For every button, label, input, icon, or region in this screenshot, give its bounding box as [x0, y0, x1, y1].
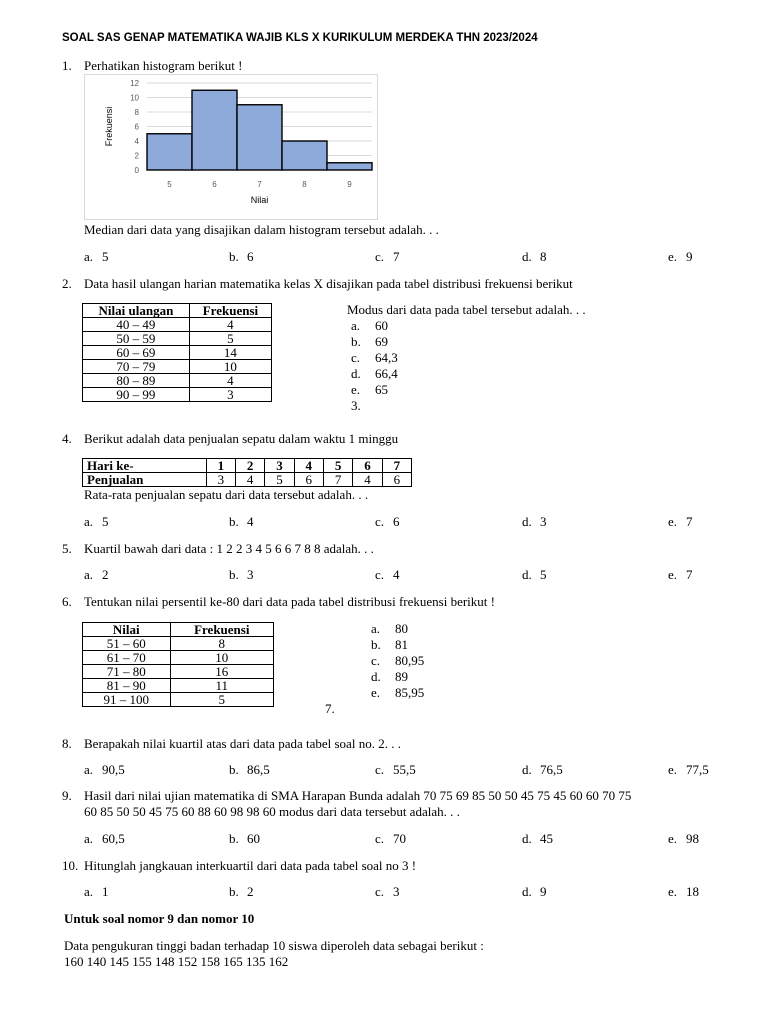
- option-letter: c.: [351, 350, 361, 365]
- option-value: 6: [247, 249, 254, 264]
- histogram-bar: [147, 134, 192, 170]
- question-number: 6.: [62, 594, 72, 609]
- table-cell: 7: [382, 459, 411, 473]
- option-letter: d.: [351, 366, 361, 381]
- option-c: [375, 762, 416, 778]
- column-header: Nilai ulangan: [83, 304, 190, 318]
- option-a: [371, 621, 408, 637]
- option-letter: a.: [84, 514, 94, 529]
- question-number: 5.: [62, 541, 72, 556]
- option-letter: d.: [522, 514, 532, 529]
- option-value: 70: [393, 831, 406, 846]
- option-e: [668, 567, 693, 583]
- table-row: [83, 374, 272, 388]
- option-value: 85,95: [395, 685, 425, 700]
- option-d: [522, 762, 563, 778]
- y-tick-label: 2: [134, 151, 139, 161]
- option-letter: e.: [668, 514, 678, 529]
- option-a: [84, 514, 109, 530]
- option-letter: a.: [371, 621, 381, 636]
- table-cell: 7: [323, 473, 352, 487]
- option-d: [522, 249, 547, 265]
- option-value: 3: [540, 514, 547, 529]
- x-tick-label: 5: [167, 180, 172, 189]
- y-tick-label: 12: [130, 79, 139, 88]
- option-value: 3: [247, 567, 254, 582]
- option-letter: b.: [229, 514, 239, 529]
- column-header: Frekuensi: [189, 304, 271, 318]
- table-cell: 6: [353, 459, 382, 473]
- table-cell: 14: [189, 346, 271, 360]
- option-a: [84, 831, 125, 847]
- question-8: [62, 736, 401, 752]
- option-value: 9: [686, 249, 693, 264]
- option-c: [375, 514, 400, 530]
- row-header: Hari ke-: [83, 459, 207, 473]
- table-cell: 10: [170, 651, 273, 665]
- option-c: [371, 653, 424, 669]
- option-b: [229, 762, 270, 778]
- option-d: [522, 514, 547, 530]
- option-value: 98: [686, 831, 699, 846]
- table-cell: 50 – 59: [83, 332, 190, 346]
- row-header: Penjualan: [83, 473, 207, 487]
- option-a: [84, 884, 109, 900]
- column-header: Frekuensi: [170, 623, 273, 637]
- option-value: 5: [540, 567, 547, 582]
- option-a: [84, 249, 109, 265]
- question-4-prompt: Rata-rata penjualan sepatu dari data tersebut adalah. . .: [84, 487, 369, 502]
- option-letter: e.: [371, 685, 381, 700]
- option-a: [84, 567, 109, 583]
- table-header-row: [83, 304, 272, 318]
- option-value: 66,4: [375, 366, 398, 381]
- x-tick-label: 9: [347, 180, 352, 189]
- option-e: [668, 831, 699, 847]
- option-value: 69: [375, 334, 388, 349]
- table-cell: 5: [265, 473, 294, 487]
- table-cell: 90 – 99: [83, 388, 190, 402]
- question-2: [62, 276, 573, 292]
- question-text: Berikut adalah data penjualan sepatu dalam waktu 1 minggu: [84, 431, 399, 446]
- question-text-line-1: Hasil dari nilai ujian matematika di SMA Harapan Bunda adalah 70 75 69 85 50 50 45 75 45 60 60 70 75: [84, 788, 632, 803]
- histogram-bar: [237, 105, 282, 170]
- option-letter: b.: [229, 567, 239, 582]
- option-letter: d.: [522, 249, 532, 264]
- table-cell: 80 – 89: [83, 374, 190, 388]
- histogram-chart: [84, 74, 378, 220]
- option-b: [229, 249, 254, 265]
- option-value: 4: [247, 514, 254, 529]
- option-value: 7: [686, 567, 693, 582]
- table-cell: 70 – 79: [83, 360, 190, 374]
- option-b: [351, 334, 388, 350]
- table-row: [83, 693, 274, 707]
- option-letter: d.: [522, 567, 532, 582]
- question-2-prompt: Modus dari data pada tabel tersebut adalah. . .: [347, 302, 586, 317]
- option-c: [375, 249, 400, 265]
- table-row: [83, 637, 274, 651]
- option-value: 60: [247, 831, 260, 846]
- option-c: [351, 350, 398, 366]
- option-value: 86,5: [247, 762, 270, 777]
- option-letter: e.: [668, 249, 678, 264]
- question-4: [62, 431, 398, 447]
- table-cell: 5: [323, 459, 352, 473]
- day-row: [83, 459, 412, 473]
- question-text: Kuartil bawah dari data : 1 2 2 3 4 5 6 6 7 8 8 adalah. . .: [84, 541, 374, 556]
- option-letter: b.: [371, 637, 381, 652]
- section-heading: Untuk soal nomor 9 dan nomor 10: [64, 911, 255, 926]
- question-number: 2.: [62, 276, 72, 291]
- table-cell: 16: [170, 665, 273, 679]
- question-5: [62, 541, 374, 557]
- option-value: 64,3: [375, 350, 398, 365]
- option-d: [522, 884, 547, 900]
- option-c: [375, 884, 400, 900]
- question-text: Perhatikan histogram berikut !: [84, 58, 243, 73]
- option-letter: b.: [229, 884, 239, 899]
- question-number: 10.: [62, 858, 79, 873]
- y-tick-label: 4: [134, 137, 139, 146]
- option-letter: c.: [375, 831, 385, 846]
- table-header-row: [83, 623, 274, 637]
- option-c: [375, 567, 400, 583]
- option-letter: d.: [522, 884, 532, 899]
- x-axis-label: Nilai: [250, 195, 269, 205]
- table-cell: 40 – 49: [83, 318, 190, 332]
- option-value: 5: [102, 249, 109, 264]
- option-letter: b.: [229, 831, 239, 846]
- option-value: 2: [247, 884, 254, 899]
- option-letter: e.: [668, 831, 678, 846]
- table-row: [83, 318, 272, 332]
- option-letter: a.: [84, 831, 94, 846]
- option-value: 5: [102, 514, 109, 529]
- option-value: 60: [375, 318, 388, 333]
- question-6: [62, 594, 495, 610]
- x-tick-label: 8: [302, 180, 307, 189]
- table-row: [83, 679, 274, 693]
- option-e: [668, 884, 699, 900]
- sales-table: [82, 458, 412, 487]
- question-number: 9.: [62, 788, 72, 803]
- option-letter: e.: [668, 567, 678, 582]
- option-letter: d.: [522, 762, 532, 777]
- option-value: 80: [395, 621, 408, 636]
- table-cell: 3: [206, 473, 235, 487]
- y-tick-label: 8: [134, 108, 139, 117]
- option-letter: d.: [371, 669, 381, 684]
- frequency-table-q6: [82, 622, 274, 707]
- option-value: 76,5: [540, 762, 563, 777]
- y-tick-label: 0: [134, 166, 139, 175]
- option-value: 3: [393, 884, 400, 899]
- option-letter: c.: [375, 567, 385, 582]
- y-tick-label: 6: [134, 122, 139, 132]
- option-letter: a.: [84, 884, 94, 899]
- option-value: 80,95: [395, 653, 425, 668]
- x-tick-label: 6: [212, 180, 217, 189]
- question-number: 4.: [62, 431, 72, 446]
- option-value: 65: [375, 382, 388, 397]
- question-9-line-2: 60 85 50 50 45 75 60 88 60 98 98 60 modus dari data tersebut adalah. . .: [84, 804, 460, 819]
- option-letter: c.: [375, 249, 385, 264]
- option-letter: c.: [375, 514, 385, 529]
- column-header: Nilai: [83, 623, 171, 637]
- histogram-svg: [85, 75, 377, 219]
- option-value: 55,5: [393, 762, 416, 777]
- table-cell: 11: [170, 679, 273, 693]
- option-letter: a.: [351, 318, 361, 333]
- option-letter: a.: [84, 762, 94, 777]
- question-1: [62, 58, 243, 74]
- histogram-bar: [282, 141, 327, 170]
- question-1-prompt: Median dari data yang disajikan dalam histogram tersebut adalah. . .: [84, 222, 439, 237]
- table-cell: 4: [235, 473, 264, 487]
- table-cell: 4: [189, 318, 271, 332]
- question-number: 8.: [62, 736, 72, 751]
- option-value: 4: [393, 567, 400, 582]
- stray-number: 7.: [325, 701, 335, 716]
- option-value: 60,5: [102, 831, 125, 846]
- option-letter: e.: [351, 382, 361, 397]
- option-letter: a.: [84, 567, 94, 582]
- question-10: [62, 858, 416, 874]
- option-value: 7: [686, 514, 693, 529]
- option-e: [668, 514, 693, 530]
- table-cell: 1: [206, 459, 235, 473]
- option-letter: a.: [84, 249, 94, 264]
- x-tick-label: 7: [257, 180, 262, 189]
- option-letter: b.: [351, 334, 361, 349]
- y-tick-label: 10: [130, 93, 139, 103]
- table-cell: 91 – 100: [83, 693, 171, 707]
- option-value: 6: [393, 514, 400, 529]
- option-d: [522, 831, 553, 847]
- option-b: [229, 831, 260, 847]
- table-cell: 10: [189, 360, 271, 374]
- option-e: [371, 685, 424, 701]
- question-text: Data hasil ulangan harian matematika kelas X disajikan pada tabel distribusi frekuensi berikut: [84, 276, 573, 291]
- question-text: Hitunglah jangkauan interkuartil dari data pada tabel soal no 3 !: [84, 858, 417, 873]
- option-a: [351, 318, 388, 334]
- option-letter: e.: [668, 884, 678, 899]
- table-row: [83, 332, 272, 346]
- question-text: Berapakah nilai kuartil atas dari data pada tabel soal no. 2. . .: [84, 736, 401, 751]
- page-title: SOAL SAS GENAP MATEMATIKA WAJIB KLS X KURIKULUM MERDEKA THN 2023/2024: [62, 32, 538, 44]
- option-value: 89: [395, 669, 408, 684]
- option-value: 45: [540, 831, 553, 846]
- table-row: [83, 651, 274, 665]
- sales-row: [83, 473, 412, 487]
- table-row: [83, 360, 272, 374]
- option-letter: c.: [371, 653, 381, 668]
- option-value: 1: [102, 884, 109, 899]
- y-axis-label: Frekuensi: [104, 106, 114, 147]
- option-b: [229, 514, 254, 530]
- table-cell: 4: [353, 473, 382, 487]
- option-value: 8: [540, 249, 547, 264]
- table-cell: 61 – 70: [83, 651, 171, 665]
- table-cell: 51 – 60: [83, 637, 171, 651]
- option-value: 81: [395, 637, 408, 652]
- histogram-bar: [327, 163, 372, 170]
- option-b: [371, 637, 408, 653]
- option-value: 90,5: [102, 762, 125, 777]
- option-c: [375, 831, 406, 847]
- table-cell: 5: [189, 332, 271, 346]
- table-cell: 6: [294, 473, 323, 487]
- table-cell: 2: [235, 459, 264, 473]
- option-e: [351, 382, 388, 398]
- table-cell: 5: [170, 693, 273, 707]
- option-e: [668, 249, 693, 265]
- table-cell: 3: [189, 388, 271, 402]
- option-b: [229, 567, 254, 583]
- option-a: [84, 762, 125, 778]
- option-d: [522, 567, 547, 583]
- table-row: [83, 388, 272, 402]
- question-text: Tentukan nilai persentil ke-80 dari data pada tabel distribusi frekuensi berikut !: [84, 594, 495, 609]
- option-value: 7: [393, 249, 400, 264]
- option-value: 77,5: [686, 762, 709, 777]
- option-value: 9: [540, 884, 547, 899]
- option-b: [229, 884, 254, 900]
- option-letter: d.: [522, 831, 532, 846]
- stray-number: 3.: [351, 398, 361, 413]
- table-cell: 4: [294, 459, 323, 473]
- option-d: [371, 669, 408, 685]
- question-number: 1.: [62, 58, 72, 73]
- question-9: [62, 788, 631, 804]
- table-row: [83, 665, 274, 679]
- option-letter: b.: [229, 762, 239, 777]
- option-d: [351, 366, 398, 382]
- section-intro: Data pengukuran tinggi badan terhadap 10 siswa diperoleh data sebagai berikut :: [64, 938, 484, 953]
- option-letter: c.: [375, 762, 385, 777]
- table-cell: 3: [265, 459, 294, 473]
- option-letter: e.: [668, 762, 678, 777]
- table-cell: 81 – 90: [83, 679, 171, 693]
- table-cell: 6: [382, 473, 411, 487]
- option-e: [668, 762, 709, 778]
- histogram-bar: [192, 90, 237, 170]
- table-cell: 4: [189, 374, 271, 388]
- section-data: 160 140 145 155 148 152 158 165 135 162: [64, 954, 289, 969]
- option-letter: b.: [229, 249, 239, 264]
- table-row: [83, 346, 272, 360]
- table-cell: 60 – 69: [83, 346, 190, 360]
- table-cell: 71 – 80: [83, 665, 171, 679]
- option-letter: c.: [375, 884, 385, 899]
- table-cell: 8: [170, 637, 273, 651]
- option-value: 18: [686, 884, 699, 899]
- frequency-table-q2: [82, 303, 272, 402]
- option-value: 2: [102, 567, 109, 582]
